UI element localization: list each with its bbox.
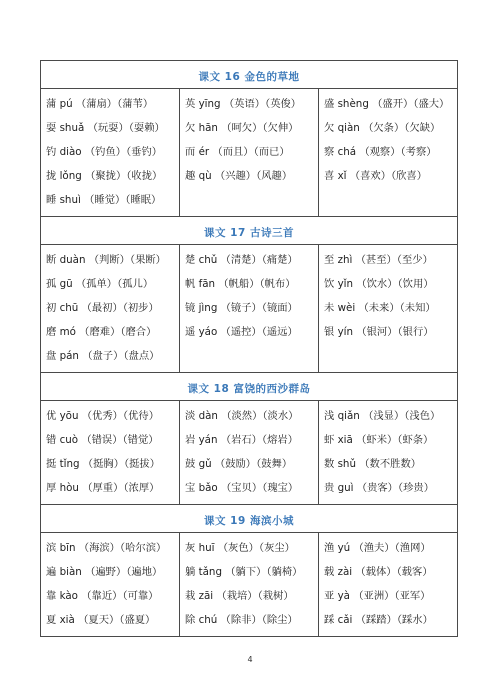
- vocab-entry: 欠 hān （呵欠）（欠伸）: [185, 122, 299, 134]
- vocab-entry: 贵 guì （贵客）（珍贵）: [324, 482, 434, 494]
- vocab-entry: 踩 cǎi （踩踏）（踩水）: [324, 614, 433, 626]
- vocab-column: [41, 89, 180, 217]
- vocab-column: [319, 533, 458, 637]
- vocab-column: [41, 245, 180, 373]
- vocab-entry: 磨 mó （磨难）（磨合）: [46, 326, 157, 338]
- vocab-entry: 岩 yán （岩石）（熔岩）: [185, 434, 298, 446]
- vocab-entry: 夏 xià （夏天）（盛夏）: [46, 614, 156, 626]
- vocab-entry: 栽 zāi （栽培）（栽树）: [185, 590, 294, 602]
- vocab-entry: 挺 tǐng （挺胸）（挺拔）: [46, 458, 161, 470]
- vocab-entry: 察 chá （观察）（考察）: [324, 146, 437, 158]
- vocab-column-content: [41, 245, 179, 372]
- vocab-entry: 遥 yáo （遥控）（遥远）: [185, 326, 298, 338]
- vocab-entry: 至 zhì （甚至）（至少）: [324, 254, 433, 266]
- vocab-entry: 初 chū （最初）（初步）: [46, 302, 159, 314]
- lesson-body-row: [41, 401, 458, 505]
- vocab-column: [319, 401, 458, 505]
- lesson-header-cell: [41, 217, 458, 245]
- vocab-column-content: [319, 89, 457, 216]
- vocab-entry: 淡 dàn （淡然）（淡水）: [185, 410, 299, 422]
- vocab-column: [319, 245, 458, 373]
- vocab-entry: 遍 biàn （遍野）（遍地）: [46, 566, 163, 578]
- vocab-entry: 错 cuò （错误）（错觉）: [46, 434, 159, 446]
- vocab-column-content: [41, 533, 179, 636]
- vocab-entry: 虾 xiā （虾米）（虾条）: [324, 434, 434, 446]
- lesson-title: 课文 19 海滨小城: [204, 515, 294, 527]
- vocab-entry: 浅 qiǎn （浅显）（浅色）: [324, 410, 441, 422]
- vocab-column-content: [41, 401, 179, 504]
- lesson-body-row: [41, 89, 458, 217]
- lesson-body-row: [41, 245, 458, 373]
- vocab-column: [180, 533, 319, 637]
- vocab-entry: 欠 qiàn （欠条）（欠缺）: [324, 122, 441, 134]
- vocab-entry: 钓 diào （钓鱼）（垂钓）: [46, 146, 163, 158]
- lesson-header-cell: [41, 505, 458, 533]
- vocab-entry: 鼓 gǔ （鼓励）（鼓舞）: [185, 458, 293, 470]
- vocab-entry: 而 ér （而且）（而已）: [185, 146, 290, 158]
- lesson-header-row: [41, 373, 458, 401]
- vocab-column: [180, 89, 319, 217]
- vocab-entry: 帆 fān （帆船）（帆布）: [185, 278, 296, 290]
- vocab-entry: 载 zài （载体）（载客）: [324, 566, 433, 578]
- vocab-entry: 优 yōu （优秀）（优待）: [46, 410, 159, 422]
- vocab-entry: 蒲 pú （蒲扇）（蒲苇）: [46, 98, 154, 110]
- vocab-column: [41, 533, 180, 637]
- vocab-column-content: [319, 245, 457, 372]
- vocab-entry: 灰 huī （灰色）（灰尘）: [185, 542, 295, 554]
- lesson-header-row: [41, 505, 458, 533]
- vocabulary-table: [40, 60, 458, 637]
- vocab-column: [180, 401, 319, 505]
- vocab-entry: 睡 shuì （睡觉）（睡眠）: [46, 194, 162, 206]
- lesson-header-cell: [41, 373, 458, 401]
- vocab-column: [319, 89, 458, 217]
- lesson-title: 课文 17 古诗三首: [204, 227, 294, 239]
- vocab-entry: 盘 pán （盘子）（盘点）: [46, 350, 160, 362]
- lesson-header-row: [41, 61, 458, 89]
- vocab-entry: 渔 yú （渔夫）（渔网）: [324, 542, 431, 554]
- lesson-title: 课文 16 金色的草地: [198, 71, 300, 83]
- vocab-entry: 趣 qù （兴趣）（风趣）: [185, 170, 293, 182]
- vocab-entry: 拢 lǒng （聚拢）（收拢）: [46, 170, 163, 182]
- vocab-entry: 除 chú （除非）（除尘）: [185, 614, 298, 626]
- vocab-entry: 数 shǔ （数不胜数）: [324, 458, 422, 470]
- vocab-column-content: [319, 533, 457, 636]
- vocab-entry: 楚 chǔ （清楚）（痛楚）: [185, 254, 298, 266]
- vocab-entry: 断 duàn （判断）（果断）: [46, 254, 166, 266]
- vocab-entry: 滨 bīn （海滨）（哈尔滨）: [46, 542, 167, 554]
- page-number: 4: [247, 655, 253, 664]
- vocab-column-content: [180, 245, 318, 372]
- vocab-entry: 喜 xǐ （喜欢）（欣喜）: [324, 170, 428, 182]
- vocab-entry: 宝 bǎo （宝贝）（瑰宝）: [185, 482, 299, 494]
- vocab-column-content: [180, 401, 318, 504]
- vocabulary-sheet: [40, 60, 458, 637]
- lesson-header-cell: [41, 61, 458, 89]
- vocab-entry: 英 yīng （英语）（英俊）: [185, 98, 302, 110]
- vocab-column-content: [180, 89, 318, 216]
- vocab-entry: 饮 yǐn （饮水）（饮用）: [324, 278, 434, 290]
- vocab-column-content: [41, 89, 179, 216]
- vocab-column-content: [319, 401, 457, 504]
- vocab-entry: 亚 yà （亚洲）（亚军）: [324, 590, 431, 602]
- vocab-entry: 镜 jìng （镜子）（镜面）: [185, 302, 298, 314]
- vocab-entry: 孤 gū （孤单）（孤儿）: [46, 278, 154, 290]
- lesson-body-row: [41, 533, 458, 637]
- vocab-column-content: [180, 533, 318, 636]
- vocab-entry: 未 wèi （未来）（未知）: [324, 302, 436, 314]
- vocab-entry: 厚 hòu （厚重）（浓厚）: [46, 482, 160, 494]
- vocab-entry: 靠 kào （靠近）（可靠）: [46, 590, 159, 602]
- vocab-entry: 盛 shèng （盛开）（盛大）: [324, 98, 450, 110]
- lesson-header-row: [41, 217, 458, 245]
- vocab-entry: 耍 shuǎ （玩耍）（耍赖）: [46, 122, 165, 134]
- lesson-title: 课文 18 富饶的西沙群岛: [187, 383, 311, 395]
- vocab-entry: 躺 tǎng （躺下）（躺椅）: [185, 566, 303, 578]
- vocab-entry: 银 yín （银河）（银行）: [324, 326, 434, 338]
- vocab-column: [41, 401, 180, 505]
- vocab-column: [180, 245, 319, 373]
